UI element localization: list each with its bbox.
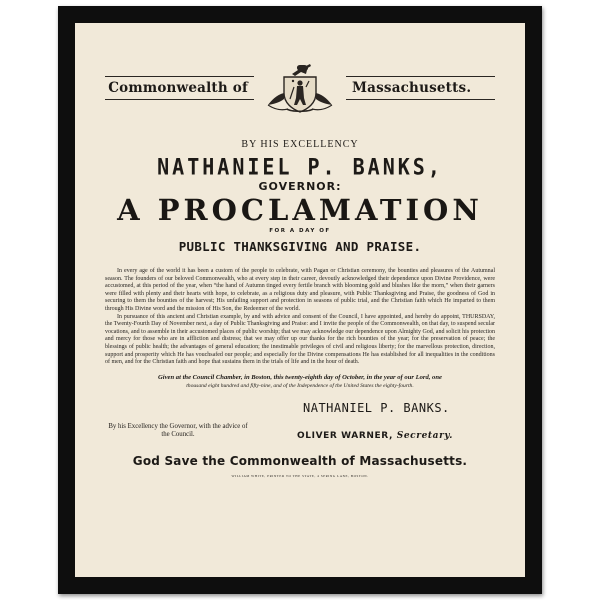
printer-imprint: WILLIAM WHITE, PRINTER TO THE STATE, 4 SPRING LANE, BOSTON. bbox=[231, 473, 369, 478]
governor-signature: NATHANIEL P. BANKS. bbox=[303, 400, 450, 415]
intro-line: BY HIS EXCELLENCY bbox=[241, 139, 359, 150]
proclamation-title: A PROCLAMATION bbox=[117, 193, 483, 227]
secretary-title: Secretary. bbox=[396, 430, 453, 441]
given-line-small: thousand eight hundred and fifty-nine, and of the Independence of the United States the eighty-fourth. bbox=[186, 383, 414, 390]
authority-row bbox=[105, 423, 495, 441]
body-paragraph: In every age of the world it has been a custom of the people to celebrate, with Pagan or Christian ceremony, the bounties and pleasures of the Autumnal season. The founders of our beloved Commonwealth, who at every step in their career, devoutly acknowledged their dependence upon Divine Providence, were accustomed, at this period of the year, when “the hand of Autumn tinged every fertile branch with blooming gold and blushes like the morn,” when their garners were filled with plenty and their hearts with hope, to celebrate, as a religious duty and pleasure, with Public Thanksgiving and Praise, the goodness of God in securing to them the bounties of the harvest; His unfailing support and protection in seasons of public trial, and the Christian faith which He imparted to them through His Divine word and the mission of His Son, the Redeemer of the world. bbox=[105, 268, 495, 312]
given-statement bbox=[105, 374, 495, 391]
masthead-left: Commonwealth of bbox=[105, 76, 254, 100]
body-paragraph: In pursuance of this ancient and Christian example, by and with advice and consent of the Council, I have appointed, and hereby do appoint, THURSDAY, the Twenty-Fourth Day of November next, a day of Public Thanksgiving and Praise: and I invite the people of the Commonwealth, on that day, to suspend secular vocations, and to assemble in their accustomed places of public worship; that we may acknowledge our dependence upon Almighty God, and solicit his protection and mercy for those who are in affliction and distress; that we may offer up our thanks for the rich bounties of the year; for the preservation of peace; the blessings of public health; the advantages of general education; the inestimable privileges of civil and religious liberty; for the marvellous protection, direction, support and prosperity which He has vouchsafed our people; and especially for the Divine compensations He has established for all inequalities in the conditions of men, and for the Christian faith and hope that sustains them in the trials of life and in the hour of death. bbox=[105, 313, 495, 366]
masthead-right: Massachusetts. bbox=[346, 76, 495, 100]
secretary-name: OLIVER WARNER, bbox=[297, 430, 393, 441]
governor-name: NATHANIEL P. BANKS, bbox=[157, 153, 443, 181]
authority-statement: By his Excellency the Governor, with the advice of the Council. bbox=[108, 422, 248, 439]
secretary-signature bbox=[255, 431, 495, 441]
masthead bbox=[105, 63, 495, 113]
governor-title: GOVERNOR: bbox=[258, 180, 342, 193]
given-line: Given at the Council Chamber, in Boston, this twenty-eighth day of October, in the year of our Lord, one bbox=[158, 373, 442, 381]
subtitle: FOR A DAY OF bbox=[269, 228, 331, 234]
state-seal-icon bbox=[254, 63, 346, 113]
proclamation-broadside bbox=[75, 23, 525, 577]
closing-line: God Save the Commonwealth of Massachusetts. bbox=[132, 453, 468, 468]
proclamation-body bbox=[105, 268, 495, 367]
occasion-heading: PUBLIC THANKSGIVING AND PRAISE. bbox=[178, 239, 422, 254]
